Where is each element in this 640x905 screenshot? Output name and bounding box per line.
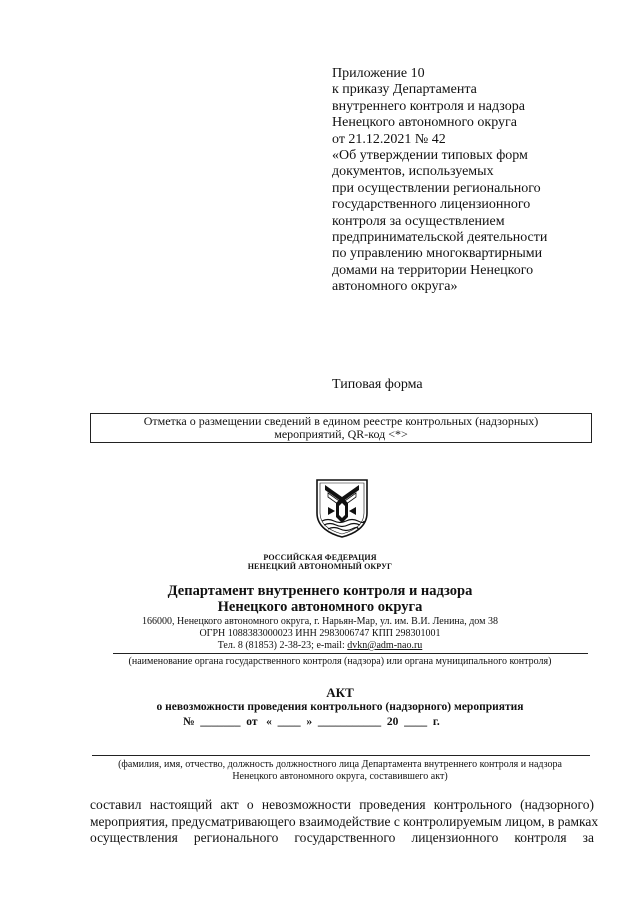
email-link[interactable]: dvkn@adm-nao.ru xyxy=(347,640,423,651)
appendix-line: предпринимательской деятельности xyxy=(332,230,548,246)
act-title: АКТ xyxy=(326,685,354,700)
divider-line xyxy=(113,653,588,654)
body-line: составил настоящий акт о невозможности проведения контрольного (надзорного) xyxy=(90,797,594,812)
appendix-line: контроля за осуществлением xyxy=(332,213,505,229)
body-line: мероприятия, предусматривающего взаимодействие с контролируемым лицом, в рамках xyxy=(90,813,599,829)
inspector-caption xyxy=(100,759,580,783)
department-title: Департамент внутреннего контроля и надзора xyxy=(167,583,473,599)
appendix-line: государственного лицензионного xyxy=(332,197,531,213)
form-type-label: Типовая форма xyxy=(332,377,423,392)
appendix-line: от 21.12.2021 № 42 xyxy=(332,131,446,147)
coat-of-arms-icon xyxy=(314,477,370,539)
appendix-line: Приложение 10 xyxy=(332,66,425,81)
organ-name-caption: (наименование органа государственного контроля (надзора) или органа муниципального контроля) xyxy=(128,656,552,667)
appendix-line: к приказу Департамента xyxy=(332,82,477,98)
appendix-line: внутреннего контроля и надзора xyxy=(332,98,525,114)
appendix-line: домами на территории Ненецкого xyxy=(332,262,534,278)
appendix-line: документов, используемых xyxy=(332,164,494,180)
inspector-caption-line: (фамилия, имя, отчество, должность должностного лица Департамента внутреннего контроля и надзора xyxy=(118,759,562,770)
qr-registry-box xyxy=(90,413,592,443)
appendix-line: при осуществлении регионального xyxy=(332,180,541,196)
act-subtitle: о невозможности проведения контрольного (надзорного) мероприятия xyxy=(156,701,524,713)
act-number-date-line: № _______ от « ____ » ___________ 20 ____ г. xyxy=(183,716,440,728)
qr-box-line: Отметка о размещении сведений в едином реестре контрольных (надзорных) xyxy=(143,414,539,428)
appendix-line: Ненецкого автономного округа xyxy=(332,115,517,131)
department-contacts xyxy=(0,640,640,651)
country-name: РОССИЙСКАЯ ФЕДЕРАЦИЯ xyxy=(263,553,377,562)
department-registration: ОГРН 1088383000023 ИНН 2983006747 КПП 298301001 xyxy=(199,628,441,639)
appendix-line: по управлению многоквартирными xyxy=(332,246,543,262)
act-body-text xyxy=(90,797,599,847)
body-line: осуществления регионального государственного лицензионного контроля за xyxy=(90,830,594,846)
department-address: 166000, Ненецкого автономного округа, г. Нарьян-Мар, ул. им. В.И. Ленина, дом 38 xyxy=(142,616,498,627)
qr-box-line: мероприятий, QR-код <*> xyxy=(274,427,408,441)
appendix-block xyxy=(332,66,622,296)
region-name: НЕНЕЦКИЙ АВТОНОМНЫЙ ОКРУГ xyxy=(247,562,393,571)
phone-text: Тел. 8 (81853) 2-38-23; e-mail: xyxy=(217,640,348,651)
department-title-region: Ненецкого автономного округа xyxy=(217,599,423,615)
inspector-caption-line: Ненецкого автономного округа, составившего акт) xyxy=(232,771,448,782)
inspector-signature-line xyxy=(92,755,590,756)
appendix-line: «Об утверждении типовых форм xyxy=(332,148,528,164)
appendix-line: автономного округа» xyxy=(332,279,458,295)
